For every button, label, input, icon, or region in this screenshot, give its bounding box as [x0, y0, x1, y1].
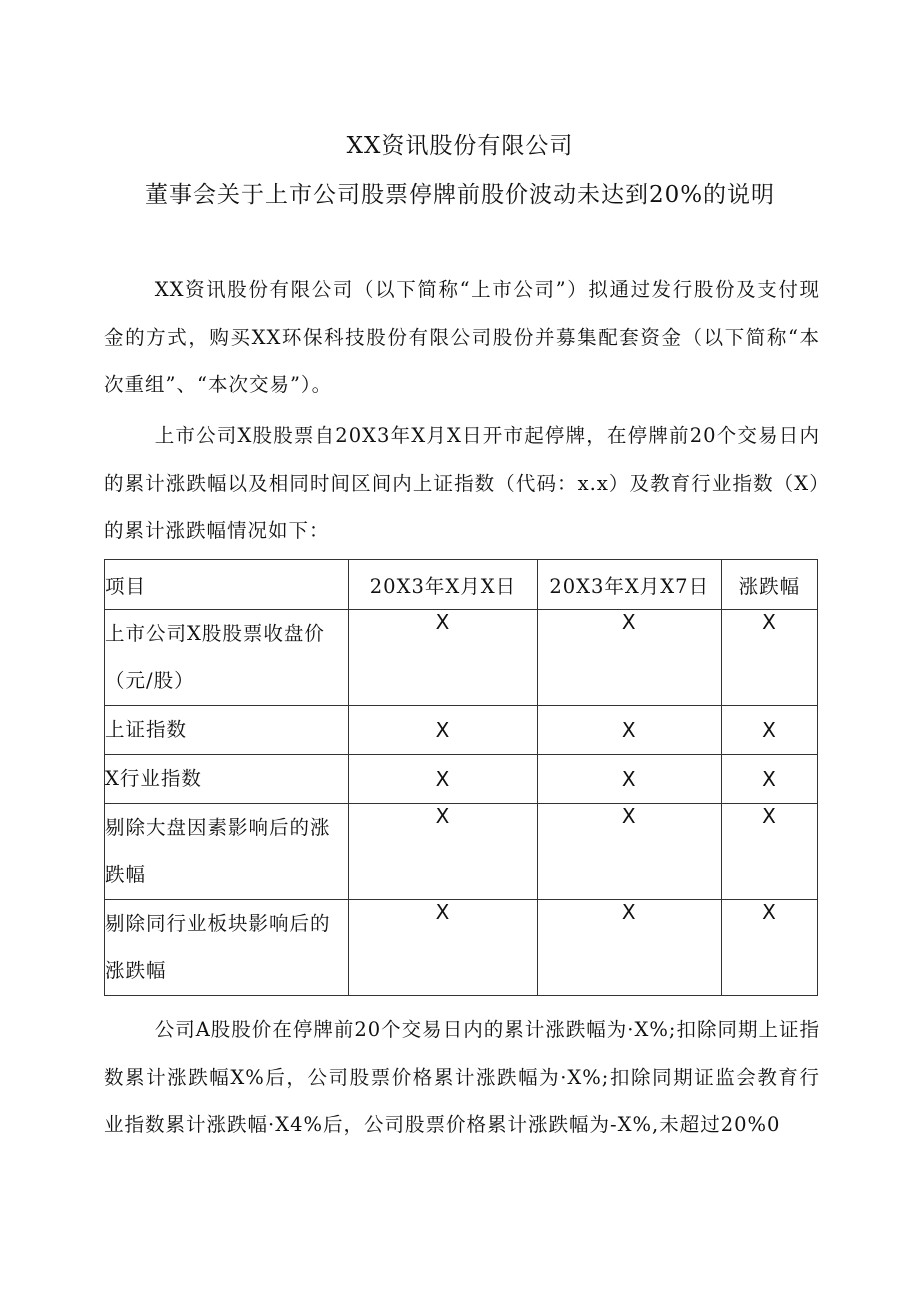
cell-value: X [721, 755, 817, 804]
table-row [105, 900, 818, 996]
price-change-table [104, 559, 818, 996]
cell-value: X [349, 706, 537, 755]
cell-value: X [721, 610, 817, 706]
table-row [105, 804, 818, 900]
cell-value: X [349, 755, 537, 804]
table-row [105, 610, 818, 706]
cell-value: X [537, 900, 721, 996]
row-label: 上证指数 [105, 706, 349, 755]
company-title: XX资讯股份有限公司 [346, 133, 574, 159]
header-change: 涨跌幅 [721, 560, 817, 610]
header-date-1: 20X3年X月X日 [349, 560, 537, 610]
row-label: X行业指数 [105, 755, 349, 804]
cell-value: X [721, 900, 817, 996]
cell-value: X [537, 804, 721, 900]
paragraph-conclusion: 公司A股股价在停牌前20个交易日内的累计涨跌幅为·X%;扣除同期上证指数累计涨跌幅X%后，公司股票价格累计涨跌幅为·X%;扣除同期证监会教育行业指数累计涨跌幅·X4%后，公司股票价格累计涨跌幅为-X%,未超过20%0 [104, 1018, 820, 1136]
paragraph-suspension: 上市公司X股股票自20X3年X月X日开市起停牌，在停牌前20个交易日内的累计涨跌幅以及相同时间区间内上证指数（代码：x.x）及教育行业指数（X）的累计涨跌幅情况如下： [104, 424, 820, 542]
cell-value: X [537, 706, 721, 755]
cell-value: X [721, 706, 817, 755]
table-header-row [105, 560, 818, 610]
header-date-2: 20X3年X月X7日 [537, 560, 721, 610]
table-row [105, 755, 818, 804]
cell-value: X [349, 610, 537, 706]
row-label: 剔除同行业板块影响后的涨跌幅 [105, 900, 349, 996]
row-label: 剔除大盘因素影响后的涨跌幅 [105, 804, 349, 900]
table-row [105, 706, 818, 755]
document-title: 董事会关于上市公司股票停牌前股价波动未达到20%的说明 [144, 182, 776, 208]
cell-value: X [721, 804, 817, 900]
paragraph-intro: XX资讯股份有限公司（以下简称“上市公司”）拟通过发行股份及支付现金的方式，购买XX环保科技股份有限公司股份并募集配套资金（以下简称“本次重组”、“本次交易”）。 [104, 278, 820, 396]
cell-value: X [537, 755, 721, 804]
header-item: 项目 [105, 560, 349, 610]
cell-value: X [349, 900, 537, 996]
row-label: 上市公司X股股票收盘价（元/股） [105, 610, 349, 706]
cell-value: X [349, 804, 537, 900]
cell-value: X [537, 610, 721, 706]
